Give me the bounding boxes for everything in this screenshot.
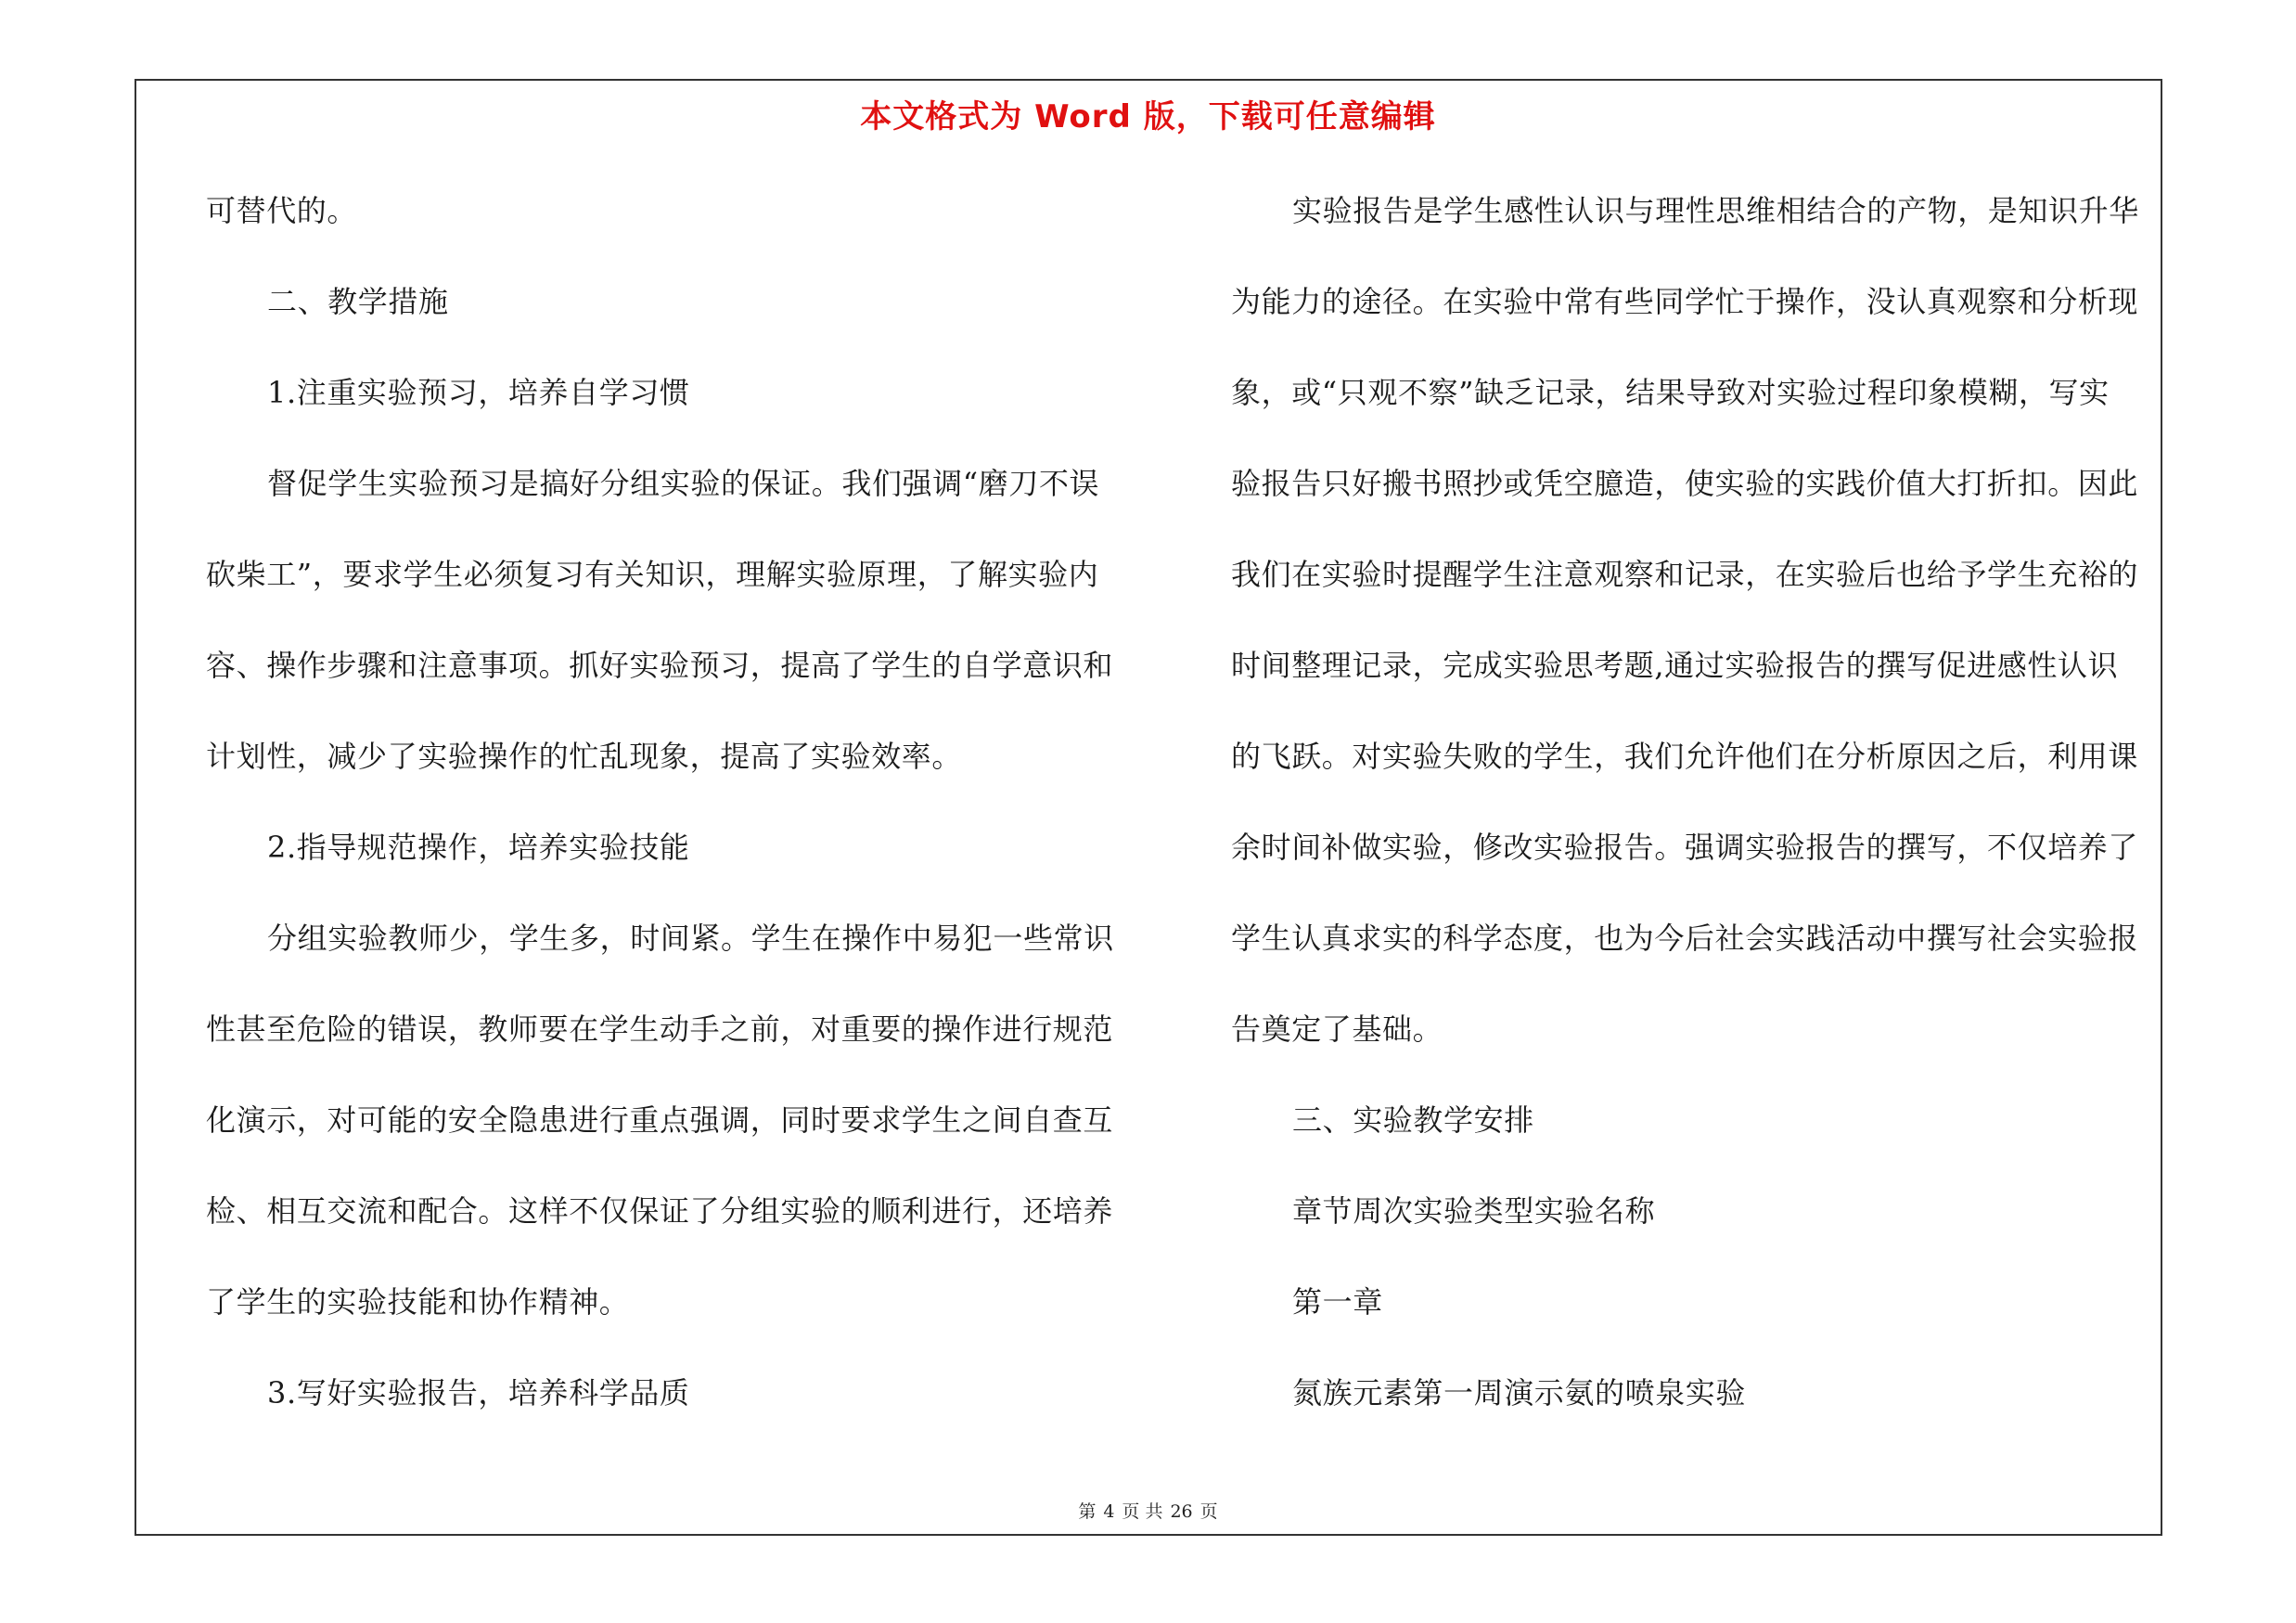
text-line: 第一章 xyxy=(1292,1284,1383,1320)
text-line: 可替代的。 xyxy=(206,193,358,228)
text-line: 分组实验教师少，学生多，时间紧。学生在操作中易犯一些常识 xyxy=(267,921,1114,956)
text-line: 砍柴工”，要求学生必须复习有关知识，理解实验原理，了解实验内 xyxy=(206,557,1099,592)
footer-suffix: 页 xyxy=(1199,1501,1218,1522)
page-footer xyxy=(0,1498,2296,1523)
text-line: 我们在实验时提醒学生注意观察和记录，在实验后也给予学生充裕的 xyxy=(1231,557,2139,592)
text-line: 1.注重实验预习，培养自学习惯 xyxy=(267,375,690,410)
text-line: 为能力的途径。在实验中常有些同学忙于操作，没认真观察和分析现 xyxy=(1231,284,2139,319)
text-line: 三、实验教学安排 xyxy=(1292,1102,1534,1138)
text-line: 督促学生实验预习是搞好分组实验的保证。我们强调“磨刀不误 xyxy=(267,466,1100,501)
text-line: 二、教学措施 xyxy=(267,284,449,319)
text-line: 验报告只好搬书照抄或凭空臆造，使实验的实践价值大打折扣。因此 xyxy=(1231,466,2139,501)
text-line: 象，或“只观不察”缺乏记录，结果导致对实验过程印象模糊，写实 xyxy=(1231,375,2110,410)
text-line: 氮族元素第一周演示氨的喷泉实验 xyxy=(1292,1375,1747,1410)
text-line: 实验报告是学生感性认识与理性思维相结合的产物，是知识升华 xyxy=(1292,193,2139,228)
text-line: 2.指导规范操作，培养实验技能 xyxy=(267,830,690,865)
text-line: 计划性，减少了实验操作的忙乱现象，提高了实验效率。 xyxy=(206,739,963,774)
text-line: 告奠定了基础。 xyxy=(1231,1011,1443,1047)
text-line: 时间整理记录，完成实验思考题,通过实验报告的撰写促进感性认识 xyxy=(1231,648,2119,683)
total-pages-number: 26 xyxy=(1170,1501,1193,1522)
text-line: 容、操作步骤和注意事项。抓好实验预习，提高了学生的自学意识和 xyxy=(206,648,1114,683)
footer-prefix: 第 xyxy=(1078,1501,1097,1522)
text-line: 章节周次实验类型实验名称 xyxy=(1292,1193,1656,1229)
text-line: 了学生的实验技能和协作精神。 xyxy=(206,1284,630,1320)
current-page-number: 4 xyxy=(1103,1501,1115,1522)
text-line: 的飞跃。对实验失败的学生，我们允许他们在分析原因之后，利用课 xyxy=(1231,739,2139,774)
text-line: 学生认真求实的科学态度，也为今后社会实践活动中撰写社会实验报 xyxy=(1231,921,2139,956)
text-line: 性甚至危险的错误，教师要在学生动手之前，对重要的操作进行规范 xyxy=(206,1011,1114,1047)
footer-middle: 页 共 xyxy=(1122,1501,1163,1522)
right-text-column xyxy=(1231,186,2149,1459)
text-line: 余时间补做实验，修改实验报告。强调实验报告的撰写，不仅培养了 xyxy=(1231,830,2139,865)
text-line: 化演示，对可能的安全隐患进行重点强调，同时要求学生之间自查互 xyxy=(206,1102,1114,1138)
text-line: 3.写好实验报告，培养科学品质 xyxy=(267,1375,690,1410)
text-line: 检、相互交流和配合。这样不仅保证了分组实验的顺利进行，还培养 xyxy=(206,1193,1114,1229)
left-text-column xyxy=(206,186,1124,1459)
word-format-banner: 本文格式为 Word 版，下载可任意编辑 xyxy=(860,98,1436,135)
